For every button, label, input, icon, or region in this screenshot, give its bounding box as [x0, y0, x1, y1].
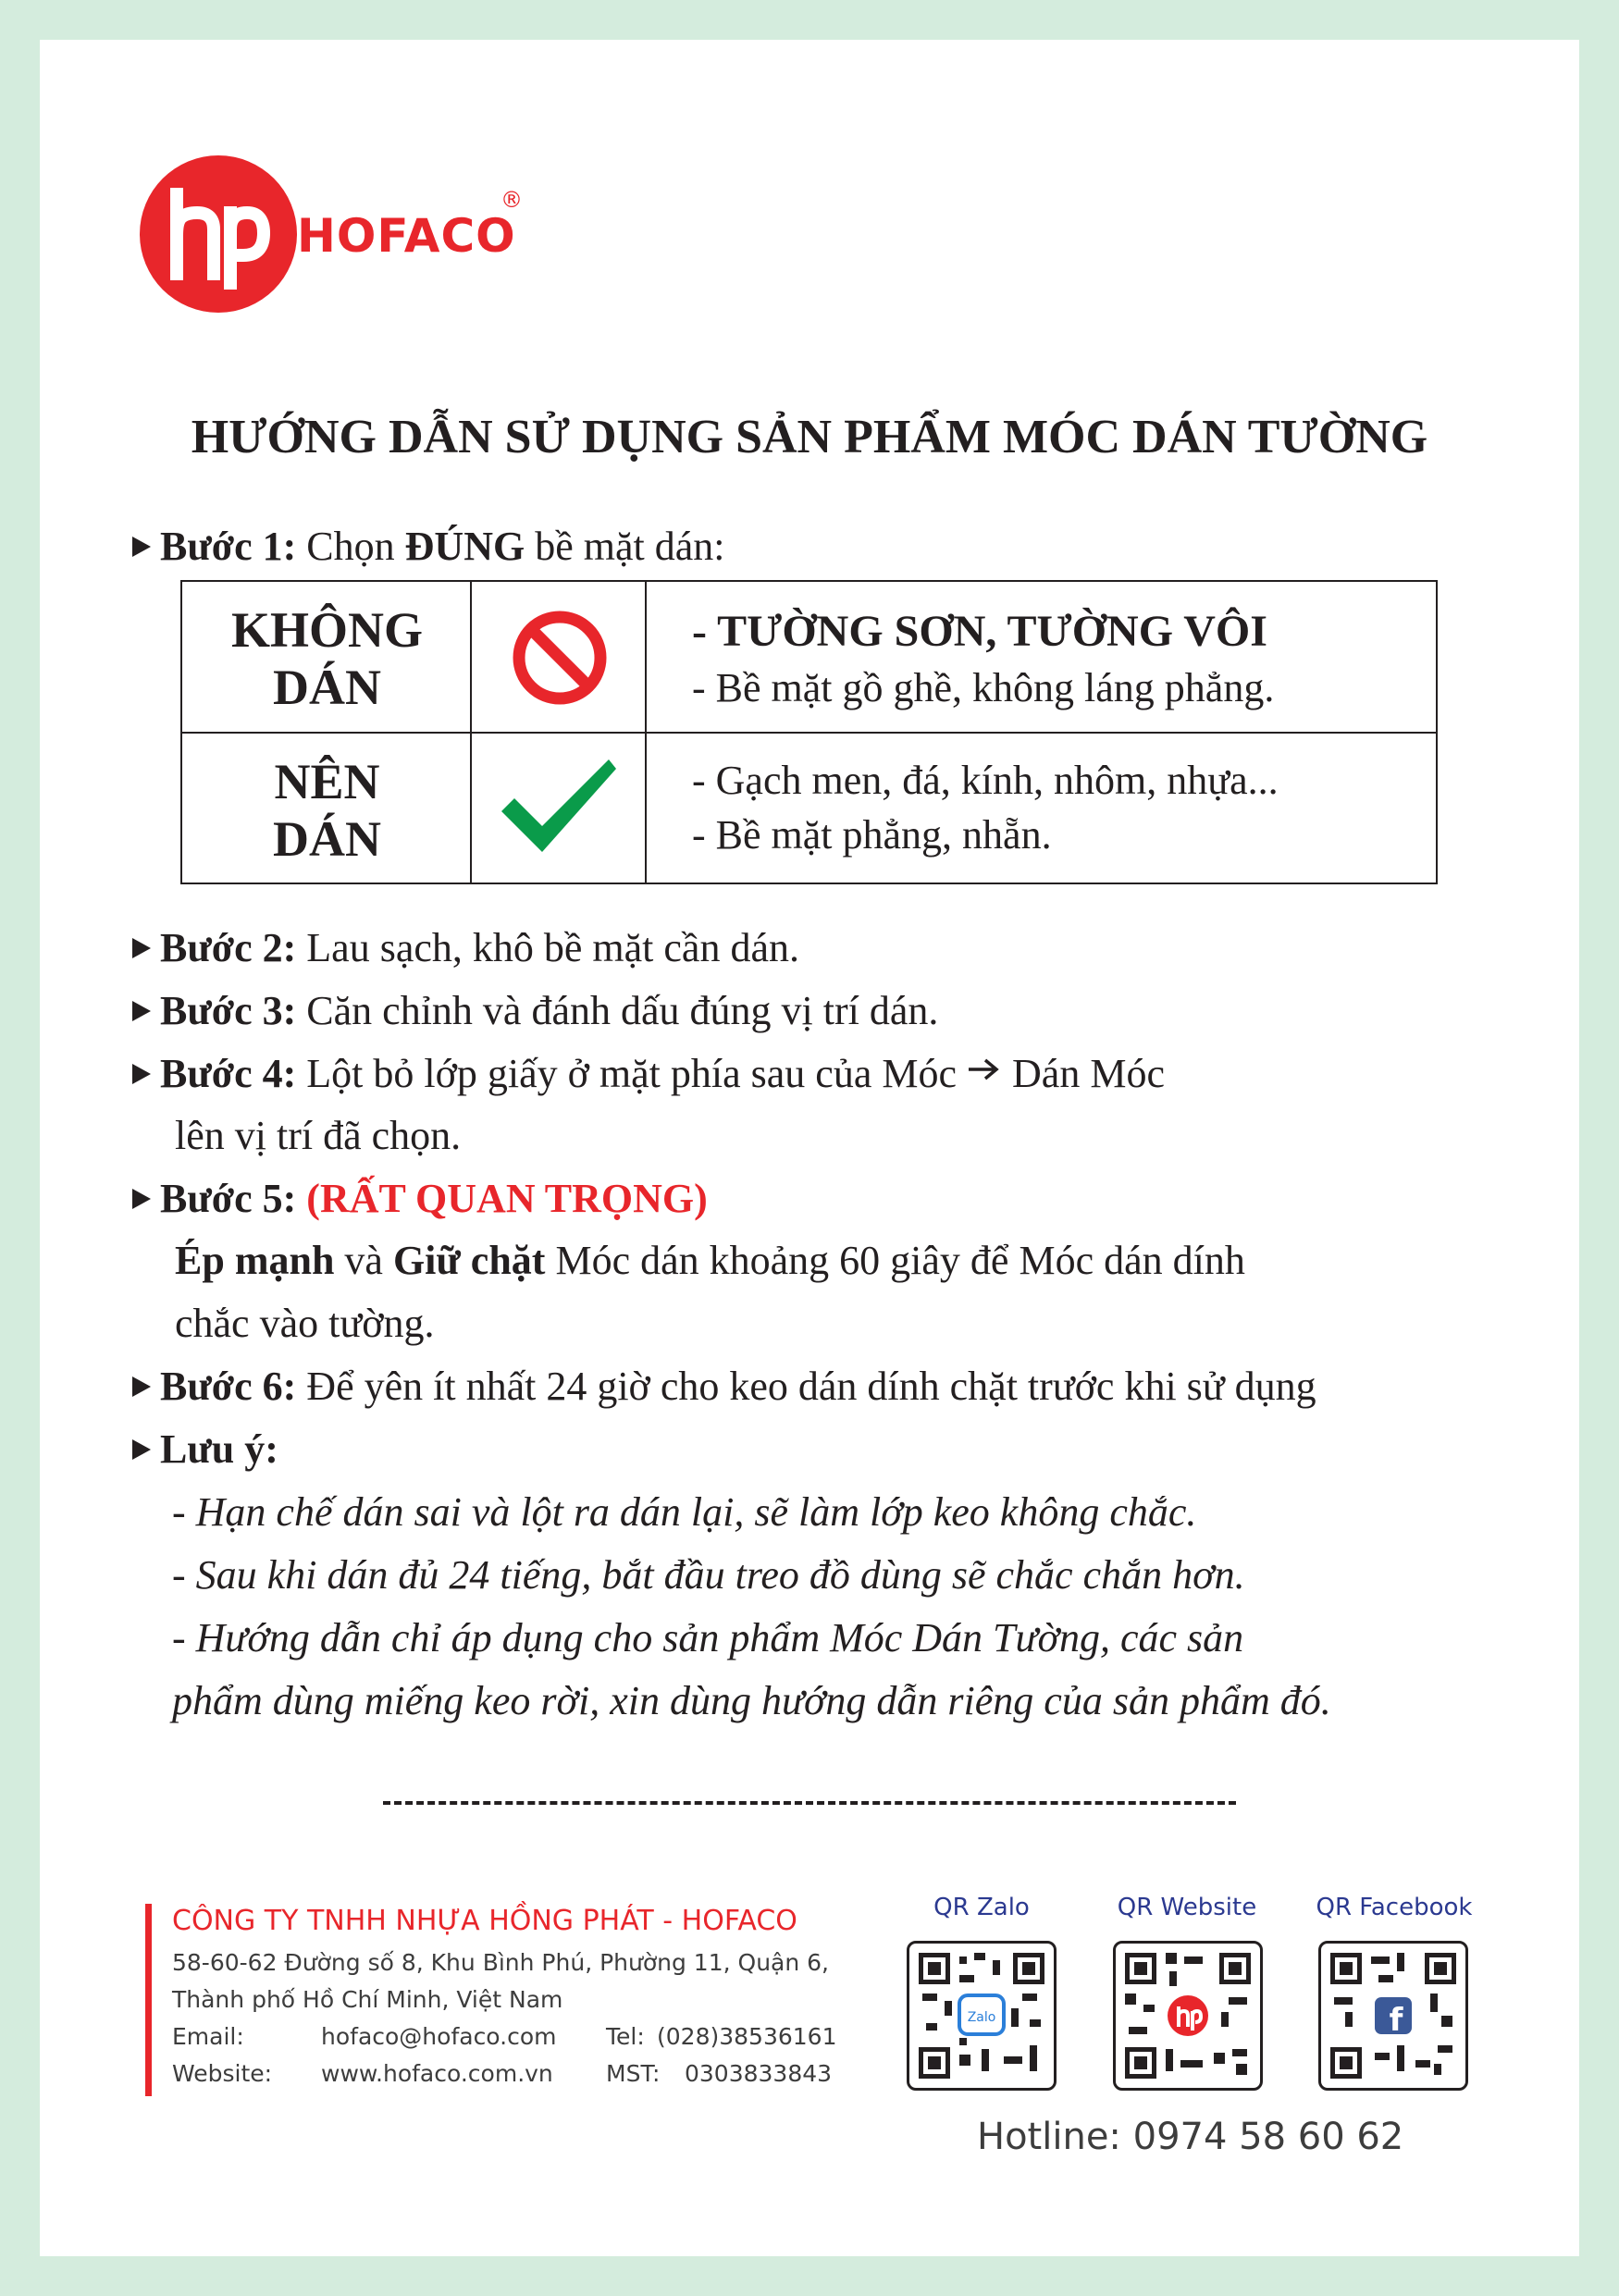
qr-facebook-label: QR Facebook — [1316, 1894, 1473, 1921]
email-label: Email: — [172, 2023, 244, 2050]
mst-value: 0303833843 — [685, 2060, 833, 2087]
step-1: Bước 1: Chọn ĐÚNG bề mặt dán: — [132, 526, 724, 567]
mst-label: MST: — [606, 2060, 661, 2087]
email-value[interactable]: hofaco@hofaco.com — [321, 2023, 557, 2050]
qr-code-icon — [1125, 1953, 1251, 2079]
bullet-arrow-icon — [132, 1001, 151, 1021]
step-4-continued: lên vị trí đã chọn. — [175, 1113, 462, 1158]
tel-label: Tel: — [606, 2023, 645, 2050]
step1-emphasis: ĐÚNG — [404, 524, 525, 569]
instruction-sheet — [40, 40, 1579, 2256]
row-not-apply-desc: - TƯỜNG SƠN, TƯỜNG VÔI - Bề mặt gồ ghề, không láng phẳng. — [692, 607, 1275, 710]
step-5 — [132, 1176, 708, 1221]
step-label: Bước 1: — [160, 524, 297, 569]
qr-facebook[interactable] — [1318, 1941, 1468, 2091]
zalo-badge: Zalo — [967, 2010, 996, 2025]
facebook-badge: f — [1389, 2002, 1403, 2039]
note-3: - Hướng dẫn chỉ áp dụng cho sản phẩm Móc Dán Tường, các sản — [172, 1615, 1244, 1660]
address-line-1: 58-60-62 Đường số 8, Khu Bình Phú, Phường 11, Quận 6, — [172, 1949, 829, 1976]
logo-mark — [140, 155, 297, 313]
prohibited-icon — [510, 608, 610, 708]
row-apply-label: NÊN DÁN — [273, 754, 381, 867]
step-label: Bước 4: — [160, 1051, 297, 1096]
step-label: Bước 3: — [160, 988, 297, 1033]
surface-table — [180, 580, 1438, 884]
arrow-right-icon — [967, 1055, 1002, 1083]
bullet-arrow-icon — [132, 938, 151, 958]
row-apply-desc: - Gạch men, đá, kính, nhôm, nhựa... - Bề mặt phẳng, nhẵn. — [692, 758, 1279, 858]
tel-value: (028)38536161 — [657, 2023, 837, 2050]
divider — [383, 1801, 1236, 1805]
step-5-body: Ép mạnh và Giữ chặt Móc dán khoảng 60 giây để Móc dán dính — [175, 1238, 1245, 1283]
qr-zalo-label: QR Zalo — [933, 1894, 1030, 1921]
page-title: HƯỚNG DẪN SỬ DỤNG SẢN PHẨM MÓC DÁN TƯỜNG — [191, 411, 1428, 463]
step-5-continued: chắc vào tường. — [175, 1301, 435, 1346]
website-label: Website: — [172, 2060, 273, 2087]
step-3: Bước 3: Căn chỉnh và đánh dấu đúng vị trí dán. — [132, 991, 938, 1031]
bullet-arrow-icon — [132, 1439, 151, 1460]
address-line-2: Thành phố Hồ Chí Minh, Việt Nam — [172, 1986, 563, 2013]
qr-website-label: QR Website — [1117, 1894, 1257, 1921]
step-4: Bước 4: Lột bỏ lớp giấy ở mặt phía sau của Móc Dán Móc — [132, 1054, 1165, 1094]
note-4: phẩm dùng miếng keo rời, xin dùng hướng dẫn riêng của sản phẩm đó. — [172, 1678, 1331, 1723]
website-value[interactable]: www.hofaco.com.vn — [321, 2060, 553, 2087]
note-2: - Sau khi dán đủ 24 tiếng, bắt đầu treo đồ dùng sẽ chắc chắn hơn. — [172, 1552, 1245, 1598]
hotline[interactable]: Hotline: 0974 58 60 62 — [977, 2116, 1404, 2158]
qr-code-icon — [1330, 1953, 1456, 2079]
bullet-arrow-icon — [132, 1064, 151, 1084]
step-6: Bước 6: Để yên ít nhất 24 giờ cho keo dán dính chặt trước khi sử dụng — [132, 1366, 1316, 1407]
checkmark-icon — [498, 756, 618, 858]
notes-heading: Lưu ý: — [132, 1429, 278, 1470]
brand-name: HOFACO — [297, 209, 516, 263]
logo-hp-glyph — [140, 155, 297, 313]
bullet-arrow-icon — [132, 1189, 151, 1209]
qr-website[interactable] — [1113, 1941, 1263, 2091]
qr-code-icon — [919, 1953, 1044, 2079]
important-note: (RẤT QUAN TRỌNG) — [296, 1176, 708, 1221]
registered-mark: ® — [501, 187, 523, 213]
row-not-apply-label: KHÔNG DÁN — [230, 602, 423, 715]
bullet-arrow-icon — [132, 537, 151, 557]
bullet-arrow-icon — [132, 1376, 151, 1397]
footer-accent-bar — [145, 1904, 152, 2096]
company-name: CÔNG TY TNHH NHỰA HỒNG PHÁT - HOFACO — [172, 1905, 797, 1937]
step-label: Bước 2: — [160, 925, 297, 970]
step-label: Bước 6: — [160, 1364, 297, 1409]
step-label: Bước 5: — [160, 1176, 297, 1221]
note-1: - Hạn chế dán sai và lột ra dán lại, sẽ làm lớp keo không chắc. — [172, 1489, 1197, 1535]
qr-zalo[interactable] — [907, 1941, 1057, 2091]
step-2: Bước 2: Lau sạch, khô bề mặt cần dán. — [132, 928, 799, 969]
